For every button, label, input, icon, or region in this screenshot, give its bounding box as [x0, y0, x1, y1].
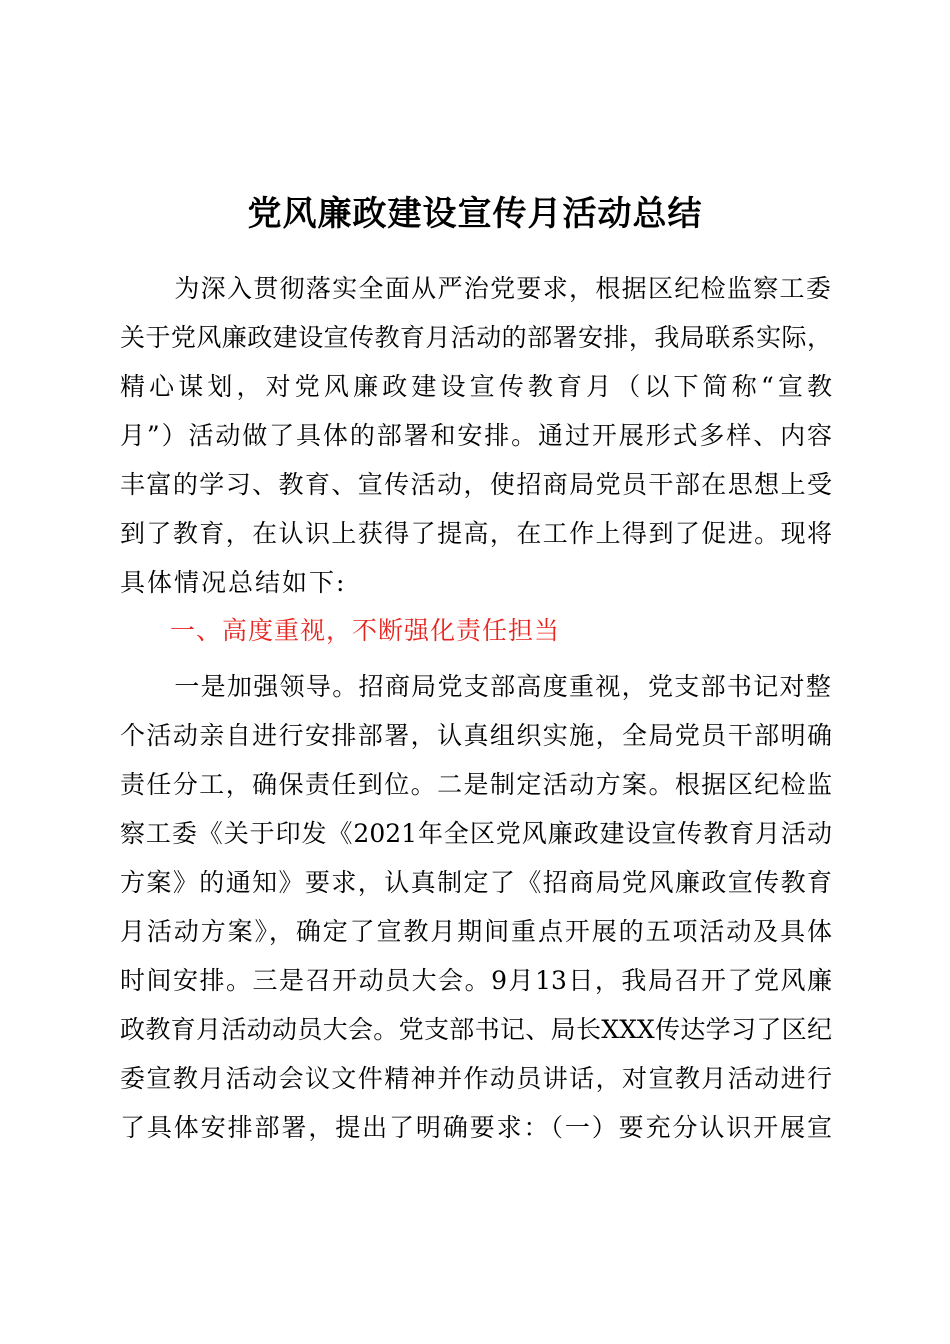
section-line: 委宣教月活动会议文件精神并作动员讲话，对宣教月活动进行: [120, 1064, 832, 1093]
document-title: 党风廉政建设宣传月活动总结: [247, 194, 703, 234]
section-line: 政教育月活动动员大会。党支部书记、局长XXX传达学习了区纪: [120, 1015, 832, 1044]
section-line: 时间安排。三是召开动员大会。9月13日，我局召开了党风廉: [120, 966, 832, 995]
section-line: 一是加强领导。招商局党支部高度重视，党支部书记对整: [148, 672, 832, 701]
intro-line: 丰富的学习、教育、宣传活动，使招商局党员干部在思想上受: [120, 470, 832, 499]
section-line: 责任分工，确保责任到位。二是制定活动方案。根据区纪检监: [120, 770, 832, 799]
intro-line: 到了教育，在认识上获得了提高，在工作上得到了促进。现将: [120, 519, 832, 548]
intro-line: 月”）活动做了具体的部署和安排。通过开展形式多样、内容: [120, 421, 832, 450]
section-line: 了具体安排部署，提出了明确要求：（一）要充分认识开展宣: [120, 1113, 832, 1142]
section-line: 察工委《关于印发《2021年全区党风廉政建设宣传教育月活动: [120, 819, 832, 848]
section-line: 月活动方案》，确定了宣教月期间重点开展的五项活动及具体: [120, 917, 832, 946]
section-paragraph: [120, 662, 832, 1152]
intro-line: 关于党风廉政建设宣传教育月活动的部署安排，我局联系实际，: [120, 323, 832, 352]
section-line: 方案》的通知》要求，认真制定了《招商局党风廉政宣传教育: [120, 868, 832, 897]
intro-line: 为深入贯彻落实全面从严治党要求，根据区纪检监察工委: [148, 274, 832, 303]
section-line: 个活动亲自进行安排部署，认真组织实施，全局党员干部明确: [120, 721, 832, 750]
section-heading: 一、高度重视，不断强化责任担当: [170, 616, 561, 645]
intro-paragraph: [120, 264, 832, 607]
intro-line: 精心谋划，对党风廉政建设宣传教育月（以下简称“宣教: [120, 372, 832, 401]
intro-line: 具体情况总结如下:: [120, 568, 347, 597]
